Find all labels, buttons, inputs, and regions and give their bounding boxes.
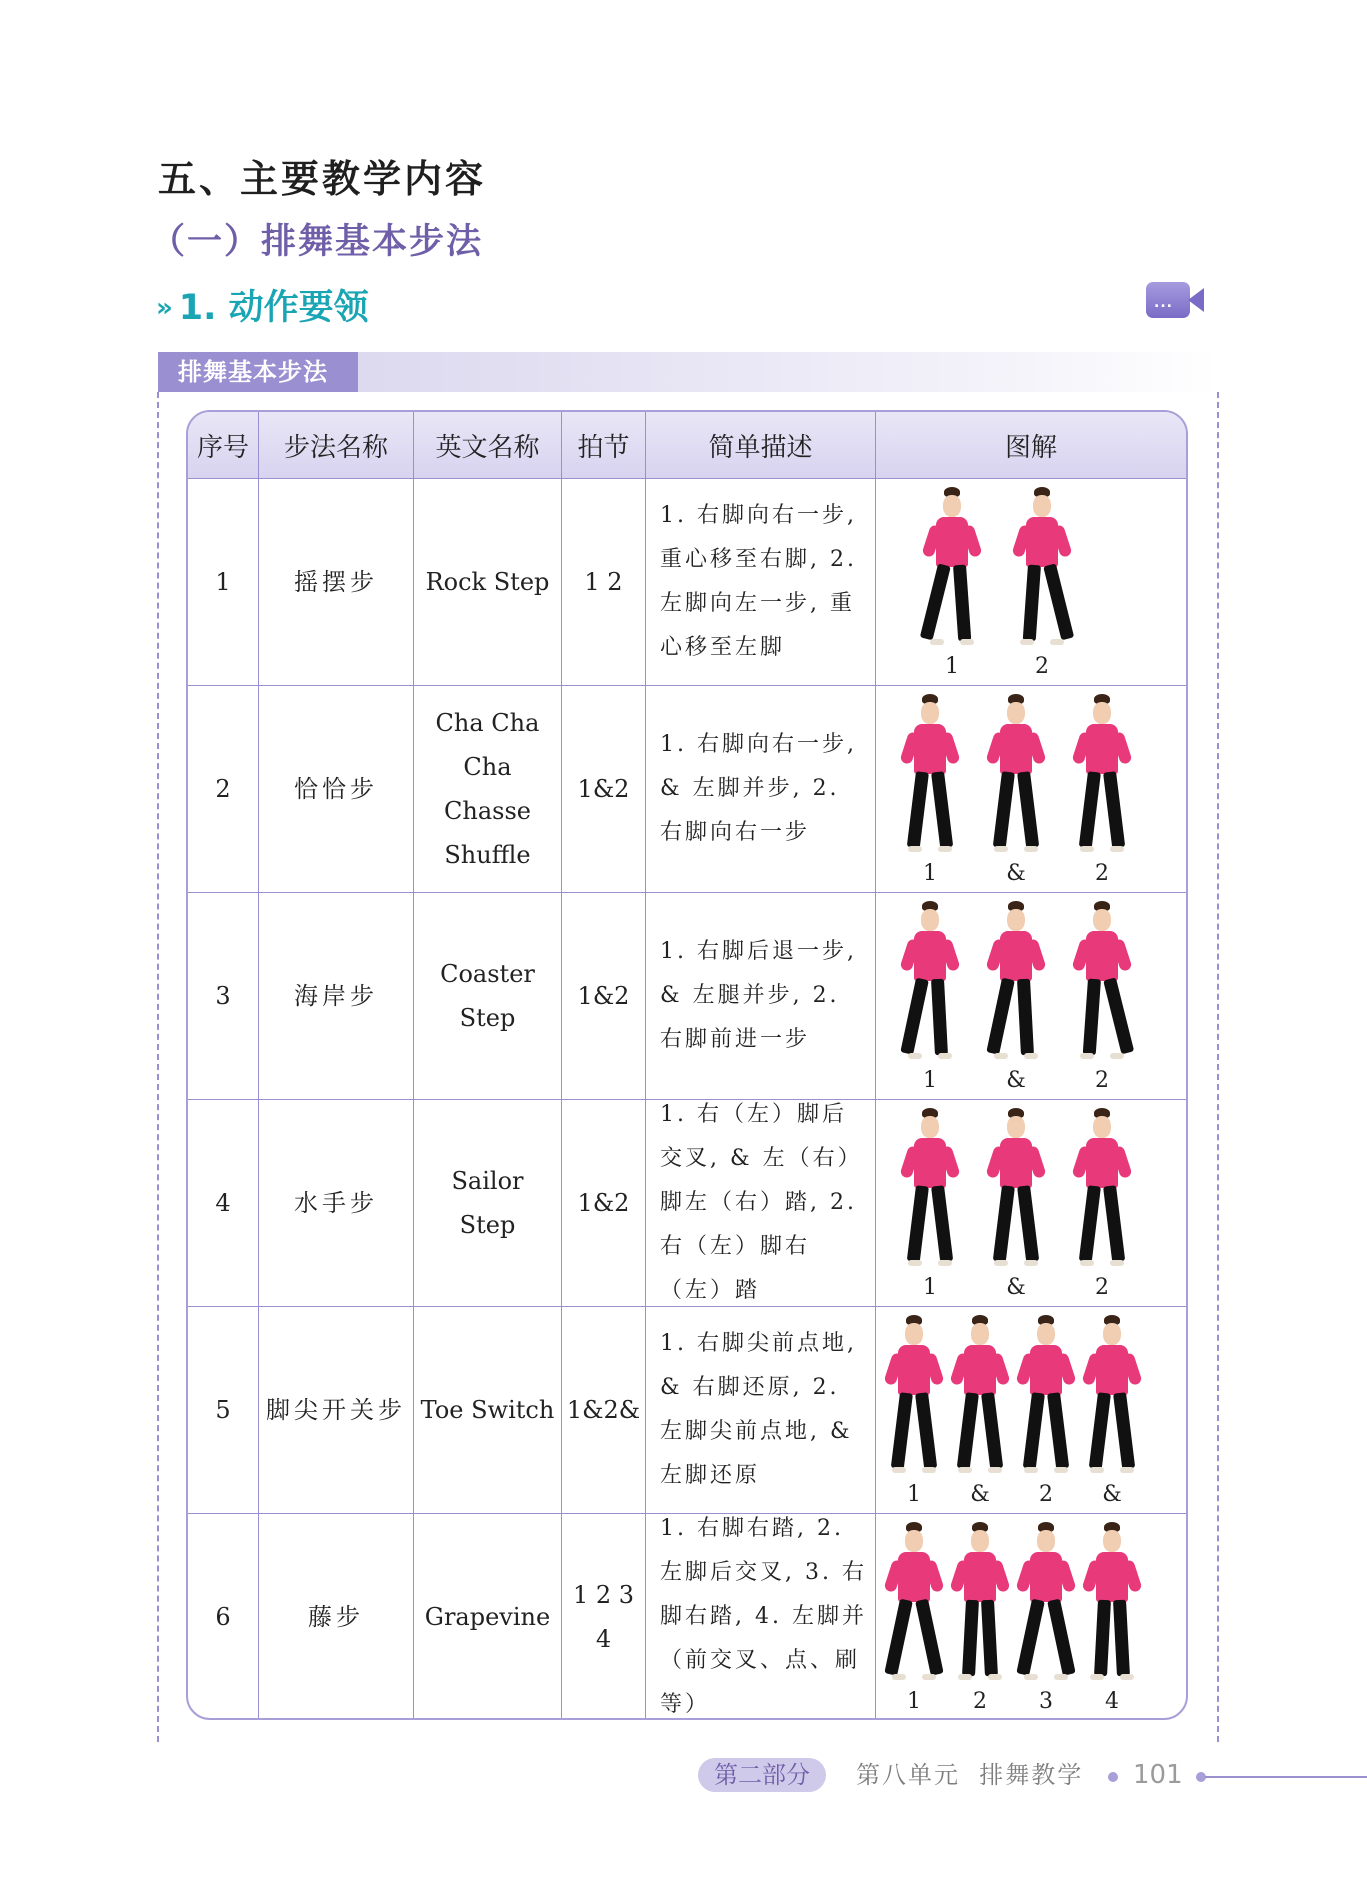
step-name-text: 海岸步	[294, 982, 378, 1010]
dancer-head	[905, 1530, 923, 1552]
footer-unit-topic	[856, 1756, 1083, 1794]
step-name	[258, 686, 413, 892]
dancer-head	[1093, 1116, 1111, 1138]
video-dots: ...	[1154, 295, 1173, 311]
header-step-name: 步法名称	[258, 412, 413, 478]
step-number	[188, 1100, 258, 1306]
dancer-leg-r	[1017, 771, 1039, 848]
step-english-name-text: Coaster Step	[440, 960, 535, 1032]
dancer-shoe-r	[1024, 1260, 1038, 1266]
step-name-text: 恰恰步	[294, 775, 378, 803]
dancer-leg-r	[1113, 1600, 1130, 1677]
header-illustration: 图解	[875, 412, 1186, 478]
dancer-shoe-l	[1090, 1467, 1104, 1473]
dancer-leg-r	[1043, 563, 1074, 640]
step-beat-text: 1&2	[577, 775, 630, 803]
header-beat: 拍节	[561, 412, 645, 478]
dancer-leg-l	[920, 563, 951, 640]
dancer-shoe-r	[938, 846, 952, 852]
dancer-shoe-r	[938, 1053, 952, 1059]
dancer-leg-l	[907, 771, 929, 848]
dancer-leg-r	[931, 771, 953, 848]
dancer-leg-l	[1023, 1392, 1045, 1469]
step-beat	[561, 1100, 645, 1306]
figure-beat-label: &	[1006, 1275, 1026, 1300]
dancer-head	[921, 1116, 939, 1138]
step-number-text: 1	[215, 568, 231, 596]
dancer-figure	[1074, 1108, 1130, 1266]
dancer-leg-l	[1094, 1600, 1111, 1677]
dancer-shoe-l	[892, 1674, 906, 1680]
dancer-leg-r	[1103, 771, 1125, 848]
dancer-leg-l	[907, 1185, 929, 1262]
dancer-figure	[902, 1108, 958, 1266]
dancer-figures	[876, 1514, 1186, 1720]
dancer-figures	[876, 1100, 1186, 1306]
step-description	[645, 479, 875, 685]
dancer-figures	[876, 479, 1186, 685]
step-illustration	[875, 686, 1186, 892]
figure-beat-label: 2	[1095, 1068, 1109, 1093]
dancer-figure	[952, 1522, 1008, 1680]
step-description-text: 1. 右脚向右一步, & 左脚并步, 2. 右脚向右一步	[660, 732, 857, 845]
header-description: 简单描述	[645, 412, 875, 478]
dancer-shoe-l	[908, 846, 922, 852]
step-number-text: 3	[215, 982, 231, 1010]
dancer-torso	[914, 1138, 946, 1188]
dancer-leg-l	[884, 1599, 913, 1676]
dancer-shoe-l	[994, 846, 1008, 852]
dancer-leg-l	[1023, 565, 1041, 642]
dancer-figures	[876, 686, 1186, 892]
step-number	[188, 1514, 258, 1720]
dancer-figure	[886, 1315, 942, 1473]
step-name	[258, 1307, 413, 1513]
figure-beat-label: 2	[1095, 861, 1109, 886]
dancer-figure	[902, 901, 958, 1059]
dancer-leg-l	[1083, 979, 1101, 1056]
dancer-shoe-r	[938, 1260, 952, 1266]
dancer-leg-l	[986, 978, 1015, 1055]
step-illustration	[875, 1100, 1186, 1306]
figure-beat-label: 1	[923, 1068, 937, 1093]
step-description	[645, 1100, 875, 1306]
table-row	[188, 1306, 1186, 1513]
dancer-leg-r	[915, 1392, 937, 1469]
step-number	[188, 1307, 258, 1513]
dancer-torso	[1026, 517, 1058, 567]
dancer-figure	[924, 487, 980, 645]
step-name	[258, 479, 413, 685]
dancer-shoe-l	[930, 639, 944, 645]
dancer-figure	[1074, 694, 1130, 852]
dancer-shoe-r	[1054, 1467, 1068, 1473]
steps-table	[186, 410, 1188, 1720]
step-beat-text: 1&2&	[566, 1396, 641, 1424]
dancer-leg-r	[1017, 979, 1034, 1056]
dancer-leg-l	[993, 771, 1015, 848]
figure-beat-label: 1	[907, 1482, 921, 1507]
dancer-head	[1103, 1323, 1121, 1345]
dancer-head	[1037, 1530, 1055, 1552]
double-chevron-icon: »	[156, 293, 173, 323]
dancer-shoe-r	[1054, 1674, 1068, 1680]
dancer-leg-r	[1047, 1599, 1076, 1676]
dancer-head	[1037, 1323, 1055, 1345]
dashed-border-left	[157, 392, 159, 1742]
step-english-name	[413, 686, 561, 892]
step-description	[645, 686, 875, 892]
step-description	[645, 1307, 875, 1513]
table-header-row	[188, 412, 1186, 478]
step-name-text: 水手步	[294, 1189, 378, 1217]
dancer-head	[943, 495, 961, 517]
subsection-heading: （一）排舞基本步法	[150, 222, 484, 262]
figure-beat-label: 2	[1095, 1275, 1109, 1300]
dancer-shoe-l	[908, 1053, 922, 1059]
dancer-shoe-r	[1050, 639, 1064, 645]
dancer-leg-r	[1103, 1185, 1125, 1262]
step-beat	[561, 1514, 645, 1720]
footer-dot-icon	[1108, 1772, 1118, 1782]
dancer-figure	[1018, 1315, 1074, 1473]
dancer-shoe-l	[1024, 1674, 1038, 1680]
step-number	[188, 893, 258, 1099]
figure-beat-label: &	[970, 1482, 990, 1507]
step-name-text: 摇摆步	[294, 568, 378, 596]
dancer-shoe-l	[994, 1053, 1008, 1059]
figure-beat-label: &	[1006, 1068, 1026, 1093]
dancer-shoe-r	[960, 639, 974, 645]
step-beat-text: 1&2	[577, 1189, 630, 1217]
dancer-leg-r	[981, 1600, 998, 1677]
dancer-head	[971, 1530, 989, 1552]
step-beat-text: 1&2	[577, 982, 630, 1010]
dancer-shoe-r	[1110, 1260, 1124, 1266]
dancer-shoe-r	[988, 1674, 1002, 1680]
dancer-leg-r	[1103, 977, 1134, 1054]
figure-beat-label: 2	[1039, 1482, 1053, 1507]
dancer-torso	[914, 931, 946, 981]
dancer-shoe-r	[1024, 1053, 1038, 1059]
step-beat	[561, 1307, 645, 1513]
figure-beat-label: &	[1006, 861, 1026, 886]
dancer-leg-r	[1047, 1392, 1069, 1469]
dancer-torso	[914, 724, 946, 774]
footer-topic: 排舞教学	[979, 1761, 1084, 1789]
step-illustration	[875, 1514, 1186, 1720]
dancer-shoe-r	[1120, 1467, 1134, 1473]
step-english-name-text: Sailor Step	[451, 1167, 524, 1239]
dancer-leg-l	[1079, 771, 1101, 848]
step-name	[258, 1100, 413, 1306]
table-row	[188, 1099, 1186, 1306]
camera-lens	[1188, 288, 1204, 312]
dancer-leg-l	[993, 1185, 1015, 1262]
step-beat-text: 1 2	[584, 568, 623, 596]
dancer-leg-l	[962, 1600, 979, 1677]
dancer-head	[905, 1323, 923, 1345]
dancer-figure	[886, 1522, 942, 1680]
dancer-torso	[1086, 1138, 1118, 1188]
dancer-shoe-l	[1080, 846, 1094, 852]
dancer-shoe-l	[1080, 1053, 1094, 1059]
step-name	[258, 1514, 413, 1720]
dancer-shoe-r	[1024, 846, 1038, 852]
footer-part: 第二部分	[698, 1758, 826, 1792]
header-no: 序号	[196, 432, 249, 463]
dancer-head	[1007, 1116, 1025, 1138]
dancer-figure	[1084, 1315, 1140, 1473]
dancer-leg-r	[915, 1599, 944, 1676]
step-beat	[561, 893, 645, 1099]
step-number	[188, 686, 258, 892]
dancer-head	[1093, 702, 1111, 724]
section-heading: 五、主要教学内容	[158, 156, 487, 201]
step-english-name	[413, 479, 561, 685]
step-english-name	[413, 893, 561, 1099]
dancer-figure	[988, 694, 1044, 852]
dancer-head	[1007, 909, 1025, 931]
dancer-shoe-l	[1020, 639, 1034, 645]
figure-beat-label: &	[1102, 1482, 1122, 1507]
dancer-torso	[1096, 1552, 1128, 1602]
dancer-torso	[1086, 724, 1118, 774]
dancer-head	[1007, 702, 1025, 724]
table-row	[188, 1513, 1186, 1720]
step-name-text: 藤步	[308, 1603, 364, 1631]
subsubsection-title: 1. 动作要领	[178, 288, 369, 328]
dancer-shoe-l	[994, 1260, 1008, 1266]
dancer-leg-l	[891, 1392, 913, 1469]
dancer-leg-l	[1079, 1185, 1101, 1262]
dancer-figure	[952, 1315, 1008, 1473]
dancer-shoe-r	[988, 1467, 1002, 1473]
dancer-torso	[1000, 724, 1032, 774]
dancer-head	[921, 702, 939, 724]
dancer-torso	[1000, 1138, 1032, 1188]
step-name	[258, 893, 413, 1099]
dancer-head	[1093, 909, 1111, 931]
step-name-text: 脚尖开关步	[266, 1396, 406, 1424]
dancer-figure	[988, 1108, 1044, 1266]
step-description-text: 1. 右脚尖前点地, & 右脚还原, 2. 左脚尖前点地, & 左脚还原	[660, 1331, 857, 1488]
dancer-figure	[1084, 1522, 1140, 1680]
figure-beat-label: 2	[973, 1689, 987, 1714]
dancer-shoe-l	[1090, 1674, 1104, 1680]
step-beat	[561, 479, 645, 685]
dancer-leg-r	[931, 1185, 953, 1262]
step-number-text: 4	[215, 1189, 231, 1217]
step-number-text: 5	[215, 1396, 231, 1424]
dancer-leg-l	[900, 978, 929, 1055]
dancer-leg-l	[1016, 1599, 1045, 1676]
dancer-leg-r	[981, 1392, 1003, 1469]
video-camera-icon[interactable]	[1146, 282, 1206, 318]
dancer-leg-l	[957, 1392, 979, 1469]
dancer-torso	[1000, 931, 1032, 981]
figure-beat-label: 4	[1105, 1689, 1119, 1714]
dancer-torso	[1030, 1552, 1062, 1602]
page-number: 101	[1133, 1760, 1183, 1790]
step-english-name-text: Grapevine	[424, 1603, 551, 1631]
dancer-torso	[1086, 931, 1118, 981]
dancer-figure	[988, 901, 1044, 1059]
page-footer	[0, 1756, 1367, 1796]
dancer-leg-r	[931, 979, 948, 1056]
dancer-head	[971, 1323, 989, 1345]
dancer-figures	[876, 893, 1186, 1099]
dancer-shoe-r	[1110, 846, 1124, 852]
step-number	[188, 479, 258, 685]
step-english-name-text: Toe Switch	[420, 1396, 555, 1424]
step-english-name-text: Rock Step	[425, 568, 550, 596]
step-english-name	[413, 1307, 561, 1513]
dancer-torso	[964, 1345, 996, 1395]
step-description-text: 1. 右脚后退一步, & 左腿并步, 2. 右脚前进一步	[660, 939, 857, 1052]
dancer-shoe-l	[958, 1467, 972, 1473]
step-illustration	[875, 1307, 1186, 1513]
dancer-leg-r	[1113, 1392, 1135, 1469]
step-beat-text: 1 2 3 4	[572, 1581, 635, 1653]
step-description-text: 1. 右（左）脚后交叉, & 左（右）脚左（右）踏, 2. 右（左）脚右（左）踏	[660, 1102, 863, 1303]
section-tag: 排舞基本步法	[158, 352, 358, 392]
dancer-figures	[876, 1307, 1186, 1513]
footer-unit: 第八单元	[856, 1761, 960, 1789]
dancer-torso	[936, 517, 968, 567]
figure-beat-label: 1	[907, 1689, 921, 1714]
dancer-figure	[1074, 901, 1130, 1059]
step-english-name	[413, 1100, 561, 1306]
table-row	[188, 685, 1186, 892]
dancer-torso	[1030, 1345, 1062, 1395]
dancer-leg-l	[1089, 1392, 1111, 1469]
dancer-figure	[1018, 1522, 1074, 1680]
step-english-name-text: Cha Cha Cha Chasse Shuffle	[435, 709, 540, 869]
step-description	[645, 1514, 875, 1720]
dancer-leg-r	[953, 565, 971, 642]
figure-beat-label: 2	[1035, 654, 1049, 679]
dancer-shoe-r	[922, 1467, 936, 1473]
step-number-text: 2	[215, 775, 231, 803]
step-illustration	[875, 893, 1186, 1099]
dancer-shoe-l	[892, 1467, 906, 1473]
step-beat	[561, 686, 645, 892]
footer-rule	[1205, 1776, 1367, 1778]
table-row	[188, 892, 1186, 1099]
dancer-shoe-r	[1110, 1053, 1124, 1059]
step-illustration	[875, 479, 1186, 685]
step-english-name	[413, 1514, 561, 1720]
dancer-figure	[1014, 487, 1070, 645]
step-description-text: 1. 右脚右踏, 2. 左脚后交叉, 3. 右脚右踏, 4. 左脚并（前交叉、点、刷等）	[660, 1516, 867, 1717]
dancer-shoe-l	[1024, 1467, 1038, 1473]
dancer-figure	[902, 694, 958, 852]
step-description-text: 1. 右脚向右一步, 重心移至右脚, 2. 左脚向左一步, 重心移至左脚	[660, 503, 857, 660]
dashed-border-right	[1217, 392, 1219, 1742]
dancer-shoe-l	[958, 1674, 972, 1680]
figure-beat-label: 3	[1039, 1689, 1053, 1714]
figure-beat-label: 1	[945, 654, 959, 679]
dancer-shoe-r	[922, 1674, 936, 1680]
dancer-head	[1103, 1530, 1121, 1552]
figure-beat-label: 1	[923, 1275, 937, 1300]
dancer-leg-r	[1017, 1185, 1039, 1262]
step-description	[645, 893, 875, 1099]
header-english-name: 英文名称	[413, 412, 561, 478]
dancer-shoe-r	[1120, 1674, 1134, 1680]
dancer-torso	[898, 1345, 930, 1395]
dancer-shoe-l	[1080, 1260, 1094, 1266]
subsubsection-heading	[156, 280, 369, 330]
figure-beat-label: 1	[923, 861, 937, 886]
dancer-torso	[964, 1552, 996, 1602]
dancer-torso	[1096, 1345, 1128, 1395]
dancer-head	[921, 909, 939, 931]
dancer-shoe-l	[908, 1260, 922, 1266]
dancer-torso	[898, 1552, 930, 1602]
dancer-head	[1033, 495, 1051, 517]
step-number-text: 6	[215, 1603, 231, 1631]
table-row	[188, 478, 1186, 685]
